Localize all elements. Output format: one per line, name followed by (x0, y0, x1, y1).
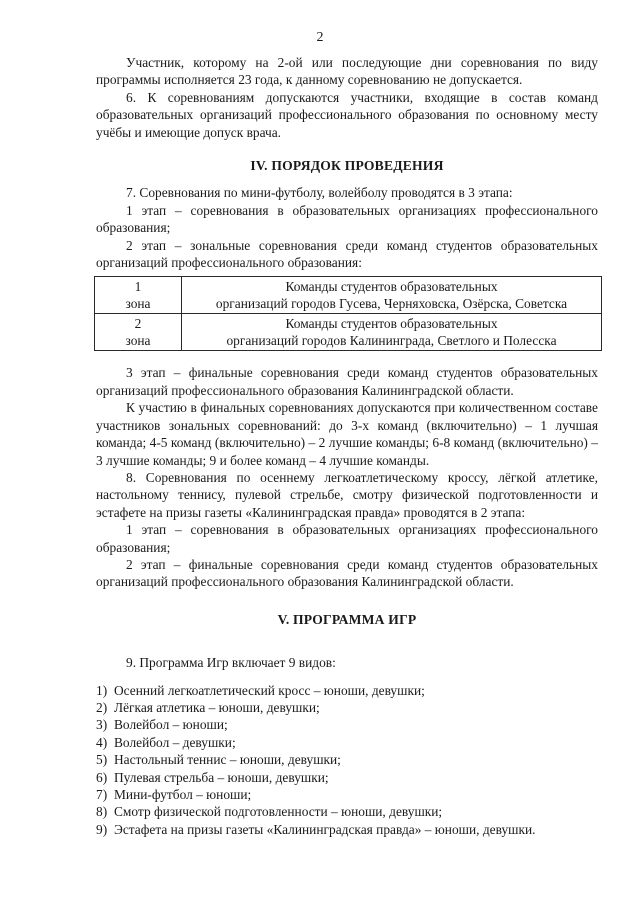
stage-2-text: 2 этап – зональные соревнования среди команд студентов образовательных организаций профессионального образования: (96, 237, 598, 271)
list-item (96, 803, 598, 820)
zone-cities-line: организаций городов Гусева, Черняховска, Озёрска, Советска (215, 296, 568, 312)
list-item-text: Мини-футбол – юноши; (114, 787, 252, 802)
finals-admission-text: К участию в финальных соревнованиях допускаются при количественном составе участников зональных соревнований: до 3-х команд (включительно) – 1 лучшая команда; 4-5 команд (включительно) – 2 лучшие команды; 6-8 команд (включительно) – 3 лучшие команды; 9 и более команд – 4 лучшие команды. (96, 400, 598, 468)
zone-number: 1 (134, 279, 142, 295)
list-item-text: Осенний легкоатлетический кросс – юноши, девушки; (114, 682, 425, 698)
list-item (96, 786, 598, 803)
list-item-number: 9) (96, 821, 108, 837)
list-item-text: Эстафета на призы газеты «Калининградская правда» – юноши, девушки. (114, 821, 536, 837)
document-body (96, 54, 598, 838)
zone-teams-line: Команды студентов образовательных (285, 316, 498, 332)
list-item (96, 734, 598, 751)
p8-stage-2-text: 2 этап – финальные соревнования среди команд студентов образовательных организаций профессионального образования Калининградской области. (96, 556, 598, 590)
page-number: 2 (316, 30, 324, 45)
list-item (96, 769, 598, 786)
list-item (96, 821, 598, 838)
list-item-number: 5) (96, 752, 108, 768)
list-item-number: 3) (96, 717, 108, 733)
list-item-text: Настольный теннис – юноши, девушки; (114, 752, 341, 768)
zone-number: 2 (134, 316, 142, 332)
paragraph-8: 8. Соревнования по осеннему легкоатлетическому кроссу, лёгкой атлетике, настольному теннису, пулевой стрельбе, смотру физической подготовленности и эстафете на призы газеты «Калининградская правда» проводятся в 2 этапа: (96, 469, 598, 520)
list-item (96, 751, 598, 768)
list-item-text: Волейбол – юноши; (114, 717, 228, 733)
section-5-heading: V. ПРОГРАММА ИГР (277, 611, 417, 627)
zones-table (94, 276, 602, 351)
zone-number-cell (95, 314, 182, 351)
paragraph-7: 7. Соревнования по мини-футболу, волейболу проводятся в 3 этапа: (126, 185, 513, 201)
section-4-heading: IV. ПОРЯДОК ПРОВЕДЕНИЯ (250, 158, 444, 174)
table-row (95, 314, 602, 351)
list-item-text: Смотр физической подготовленности – юноши, девушки; (114, 804, 443, 820)
zone-number-cell (95, 277, 182, 314)
paragraph-age-limit: Участник, которому на 2-ой или последующие дни соревнования по виду программы исполняется 23 года, к данному соревнованию не допускается. (96, 55, 598, 88)
p8-stage-1-text: 1 этап – соревнования в образовательных организациях профессионального образования; (96, 522, 598, 555)
list-item-number: 2) (96, 699, 108, 715)
list-item (96, 699, 598, 716)
sports-program-list (96, 682, 598, 839)
zone-teams-line: Команды студентов образовательных (285, 279, 498, 295)
stage-3-text: 3 этап – финальные соревнования среди команд студентов образовательных организаций профессионального образования Калининградской области. (96, 365, 598, 398)
list-item-text: Волейбол – девушки; (114, 734, 236, 750)
list-item-number: 1) (96, 682, 108, 698)
list-item-number: 6) (96, 769, 108, 785)
stage-1-text: 1 этап – соревнования в образовательных организациях профессионального образования; (96, 202, 598, 236)
paragraph-9: 9. Программа Игр включает 9 видов: (126, 655, 336, 671)
zone-label: зона (125, 333, 151, 349)
zone-cities-line: организаций городов Калининграда, Светлого и Полесска (226, 333, 557, 349)
table-row (95, 277, 602, 314)
list-item-text: Пулевая стрельба – юноши, девушки; (114, 769, 329, 785)
zone-teams-cell (182, 277, 602, 314)
list-item-number: 8) (96, 804, 108, 820)
paragraph-6: 6. К соревнованиям допускаются участники, входящие в состав команд образовательных организаций профессионального образования по основному месту учёбы и имеющие допуск врача. (96, 89, 598, 140)
list-item-number: 4) (96, 734, 108, 750)
zone-label: зона (125, 296, 151, 312)
zone-teams-cell (182, 314, 602, 351)
list-item (96, 716, 598, 733)
list-item-number: 7) (96, 787, 108, 802)
list-item (96, 682, 598, 699)
list-item-text: Лёгкая атлетика – юноши, девушки; (114, 699, 320, 715)
